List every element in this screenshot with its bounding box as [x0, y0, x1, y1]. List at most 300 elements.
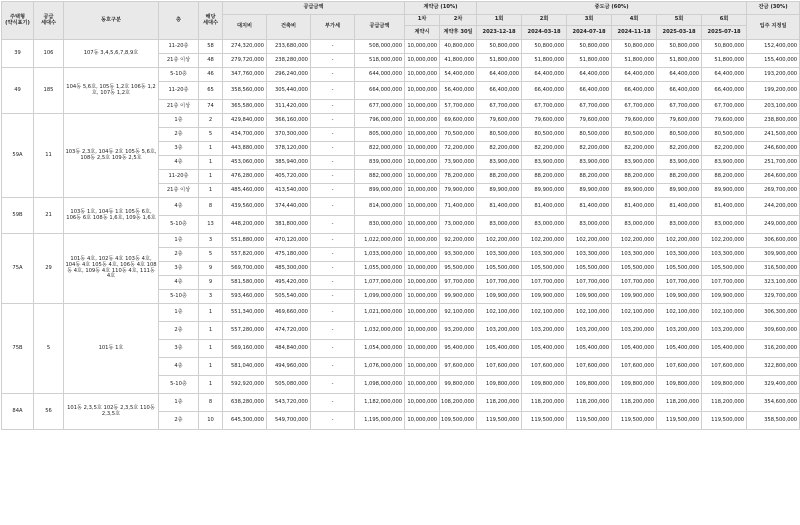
middle-payment-1-cell: 67,700,000 — [477, 100, 522, 114]
balance-cell: 306,600,000 — [747, 234, 800, 248]
land-price-cell: 569,160,000 — [223, 340, 267, 358]
floor-households-cell: 46 — [199, 68, 223, 82]
contract-2-cell: 54,400,000 — [440, 68, 477, 82]
middle-payment-3-cell: 118,200,000 — [567, 394, 612, 412]
floor-households-cell: 9 — [199, 262, 223, 276]
middle-payment-3-cell: 50,800,000 — [567, 40, 612, 54]
middle-payment-4-cell: 102,100,000 — [612, 304, 657, 322]
housing-type-cell: 84A — [2, 394, 34, 430]
middle-payment-6-cell: 79,600,000 — [702, 114, 747, 128]
middle-payment-3-cell: 102,100,000 — [567, 304, 612, 322]
middle-payment-1-cell: 107,600,000 — [477, 358, 522, 376]
middle-payment-3-cell: 109,900,000 — [567, 290, 612, 304]
floor-cell: 11-20층 — [159, 40, 199, 54]
middle-payment-6-cell: 102,100,000 — [702, 304, 747, 322]
middle-payment-6-cell: 118,200,000 — [702, 394, 747, 412]
header-balance: 잔금 (30%) — [747, 2, 800, 15]
middle-payment-5-cell: 82,200,000 — [657, 142, 702, 156]
middle-payment-3-cell: 109,800,000 — [567, 376, 612, 394]
balance-cell: 329,700,000 — [747, 290, 800, 304]
contract-2-cell: 57,700,000 — [440, 100, 477, 114]
supply-households-cell: 56 — [34, 394, 64, 430]
supply-total-cell: 1,022,000,000 — [355, 234, 405, 248]
middle-payment-5-cell: 105,500,000 — [657, 262, 702, 276]
middle-payment-1-cell: 88,200,000 — [477, 170, 522, 184]
contract-1-cell: 10,000,000 — [405, 142, 440, 156]
middle-payment-5-cell: 119,500,000 — [657, 412, 702, 430]
supply-total-cell: 814,000,000 — [355, 198, 405, 216]
housing-type-cell: 75B — [2, 304, 34, 394]
contract-2-cell: 92,100,000 — [440, 304, 477, 322]
supply-total-cell: 830,000,000 — [355, 216, 405, 234]
land-price-cell: 448,200,000 — [223, 216, 267, 234]
contract-2-cell: 95,400,000 — [440, 340, 477, 358]
supply-total-cell: 664,000,000 — [355, 82, 405, 100]
building-price-cell: 381,800,000 — [267, 216, 311, 234]
building-unit-cell: 107동 3,4,5,6,7,8,9호 — [64, 40, 159, 68]
table-body — [2, 40, 800, 430]
floor-cell: 4층 — [159, 358, 199, 376]
balance-cell: 251,700,000 — [747, 156, 800, 170]
building-price-cell: 494,960,000 — [267, 358, 311, 376]
vat-cell: - — [311, 114, 355, 128]
floor-cell: 5-10층 — [159, 68, 199, 82]
middle-payment-4-cell: 89,900,000 — [612, 184, 657, 198]
middle-payment-6-cell: 81,400,000 — [702, 198, 747, 216]
supply-total-cell: 1,032,000,000 — [355, 322, 405, 340]
vat-cell: - — [311, 40, 355, 54]
floor-households-cell: 5 — [199, 128, 223, 142]
middle-payment-2-cell: 119,500,000 — [522, 412, 567, 430]
middle-payment-1-cell: 105,400,000 — [477, 340, 522, 358]
supply-households-cell: 106 — [34, 40, 64, 68]
middle-payment-2-cell: 103,200,000 — [522, 322, 567, 340]
contract-2-cell: 78,200,000 — [440, 170, 477, 184]
middle-payment-1-cell: 105,500,000 — [477, 262, 522, 276]
floor-households-cell: 9 — [199, 276, 223, 290]
header-supply-price: 공급금액 — [223, 2, 405, 15]
middle-payment-6-cell: 103,300,000 — [702, 248, 747, 262]
floor-cell: 3층 — [159, 142, 199, 156]
building-price-cell: 378,120,000 — [267, 142, 311, 156]
header-middle-4-date: 2024-11-18 — [612, 26, 657, 40]
supply-households-cell: 29 — [34, 234, 64, 304]
middle-payment-2-cell: 51,800,000 — [522, 54, 567, 68]
middle-payment-1-cell: 79,600,000 — [477, 114, 522, 128]
middle-payment-2-cell: 118,200,000 — [522, 394, 567, 412]
middle-payment-3-cell: 103,200,000 — [567, 322, 612, 340]
building-price-cell: 385,940,000 — [267, 156, 311, 170]
building-price-cell: 405,720,000 — [267, 170, 311, 184]
middle-payment-4-cell: 83,900,000 — [612, 156, 657, 170]
floor-cell: 1층 — [159, 394, 199, 412]
supply-total-cell: 1,054,000,000 — [355, 340, 405, 358]
balance-cell: 316,200,000 — [747, 340, 800, 358]
floor-cell: 2층 — [159, 412, 199, 430]
middle-payment-6-cell: 102,200,000 — [702, 234, 747, 248]
contract-2-cell: 109,500,000 — [440, 412, 477, 430]
header-middle-5: 5회 — [657, 15, 702, 26]
building-price-cell: 549,700,000 — [267, 412, 311, 430]
contract-1-cell: 10,000,000 — [405, 412, 440, 430]
header-middle-2-date: 2024-03-18 — [522, 26, 567, 40]
middle-payment-4-cell: 103,200,000 — [612, 322, 657, 340]
middle-payment-1-cell: 107,700,000 — [477, 276, 522, 290]
middle-payment-3-cell: 64,400,000 — [567, 68, 612, 82]
middle-payment-3-cell: 119,500,000 — [567, 412, 612, 430]
housing-type-cell: 59B — [2, 198, 34, 234]
building-unit-cell: 101동 1호 — [64, 304, 159, 394]
header-contract-2-sub: 계약후 30일 — [440, 26, 477, 40]
contract-1-cell: 10,000,000 — [405, 358, 440, 376]
middle-payment-4-cell: 107,700,000 — [612, 276, 657, 290]
middle-payment-3-cell: 83,000,000 — [567, 216, 612, 234]
vat-cell: - — [311, 142, 355, 156]
floor-cell: 11-20층 — [159, 170, 199, 184]
middle-payment-5-cell: 102,200,000 — [657, 234, 702, 248]
housing-type-cell: 39 — [2, 40, 34, 68]
middle-payment-6-cell: 119,500,000 — [702, 412, 747, 430]
floor-cell: 2층 — [159, 322, 199, 340]
middle-payment-5-cell: 107,600,000 — [657, 358, 702, 376]
supply-total-cell: 1,055,000,000 — [355, 262, 405, 276]
floor-cell: 1층 — [159, 304, 199, 322]
supply-total-cell: 1,099,000,000 — [355, 290, 405, 304]
table-row — [2, 198, 800, 216]
housing-type-cell: 75A — [2, 234, 34, 304]
building-price-cell: 485,300,000 — [267, 262, 311, 276]
contract-1-cell: 10,000,000 — [405, 170, 440, 184]
floor-cell: 5-10층 — [159, 290, 199, 304]
building-price-cell: 311,420,000 — [267, 100, 311, 114]
land-price-cell: 485,460,000 — [223, 184, 267, 198]
floor-households-cell: 8 — [199, 198, 223, 216]
header-building: 건축비 — [267, 15, 311, 40]
contract-2-cell: 108,200,000 — [440, 394, 477, 412]
floor-cell: 2층 — [159, 128, 199, 142]
balance-cell: 269,700,000 — [747, 184, 800, 198]
floor-households-cell: 58 — [199, 40, 223, 54]
vat-cell: - — [311, 170, 355, 184]
middle-payment-2-cell: 103,300,000 — [522, 248, 567, 262]
supply-households-cell: 5 — [34, 304, 64, 394]
middle-payment-1-cell: 109,800,000 — [477, 376, 522, 394]
contract-2-cell: 72,200,000 — [440, 142, 477, 156]
contract-2-cell: 73,000,000 — [440, 216, 477, 234]
middle-payment-3-cell: 80,500,000 — [567, 128, 612, 142]
balance-cell: 203,100,000 — [747, 100, 800, 114]
middle-payment-1-cell: 83,900,000 — [477, 156, 522, 170]
middle-payment-2-cell: 67,700,000 — [522, 100, 567, 114]
contract-1-cell: 10,000,000 — [405, 276, 440, 290]
floor-households-cell: 2 — [199, 114, 223, 128]
middle-payment-5-cell: 118,200,000 — [657, 394, 702, 412]
contract-2-cell: 97,600,000 — [440, 358, 477, 376]
building-price-cell: 233,680,000 — [267, 40, 311, 54]
housing-type-cell: 49 — [2, 68, 34, 114]
contract-1-cell: 10,000,000 — [405, 82, 440, 100]
contract-2-cell: 71,400,000 — [440, 198, 477, 216]
middle-payment-5-cell: 51,800,000 — [657, 54, 702, 68]
supply-households-cell: 185 — [34, 68, 64, 114]
building-price-cell: 474,720,000 — [267, 322, 311, 340]
floor-households-cell: 3 — [199, 290, 223, 304]
middle-payment-3-cell: 102,200,000 — [567, 234, 612, 248]
header-middle-6: 6회 — [702, 15, 747, 26]
middle-payment-4-cell: 105,500,000 — [612, 262, 657, 276]
vat-cell: - — [311, 304, 355, 322]
contract-1-cell: 10,000,000 — [405, 376, 440, 394]
supply-total-cell: 1,021,000,000 — [355, 304, 405, 322]
middle-payment-6-cell: 66,400,000 — [702, 82, 747, 100]
middle-payment-2-cell: 88,200,000 — [522, 170, 567, 184]
balance-cell: 246,600,000 — [747, 142, 800, 156]
header-floor: 층 — [159, 2, 199, 40]
middle-payment-6-cell: 89,900,000 — [702, 184, 747, 198]
middle-payment-2-cell: 80,500,000 — [522, 128, 567, 142]
supply-total-cell: 1,076,000,000 — [355, 358, 405, 376]
floor-households-cell: 3 — [199, 234, 223, 248]
middle-payment-4-cell: 51,800,000 — [612, 54, 657, 68]
contract-2-cell: 99,900,000 — [440, 290, 477, 304]
middle-payment-1-cell: 102,100,000 — [477, 304, 522, 322]
balance-cell: 354,600,000 — [747, 394, 800, 412]
middle-payment-5-cell: 89,900,000 — [657, 184, 702, 198]
land-price-cell: 557,820,000 — [223, 248, 267, 262]
header-supply-households: 공급 세대수 — [34, 2, 64, 40]
middle-payment-2-cell: 105,400,000 — [522, 340, 567, 358]
middle-payment-1-cell: 103,300,000 — [477, 248, 522, 262]
contract-2-cell: 99,800,000 — [440, 376, 477, 394]
middle-payment-3-cell: 66,400,000 — [567, 82, 612, 100]
housing-type-cell: 59A — [2, 114, 34, 198]
vat-cell: - — [311, 128, 355, 142]
supply-total-cell: 882,000,000 — [355, 170, 405, 184]
floor-households-cell: 1 — [199, 376, 223, 394]
contract-1-cell: 10,000,000 — [405, 128, 440, 142]
balance-cell: 358,500,000 — [747, 412, 800, 430]
middle-payment-4-cell: 64,400,000 — [612, 68, 657, 82]
middle-payment-6-cell: 83,000,000 — [702, 216, 747, 234]
middle-payment-6-cell: 105,400,000 — [702, 340, 747, 358]
supply-total-cell: 1,182,000,000 — [355, 394, 405, 412]
header-middle: 중도금 (60%) — [477, 2, 747, 15]
vat-cell: - — [311, 184, 355, 198]
floor-cell: 1층 — [159, 114, 199, 128]
land-price-cell: 429,840,000 — [223, 114, 267, 128]
land-price-cell: 581,580,000 — [223, 276, 267, 290]
supply-total-cell: 677,000,000 — [355, 100, 405, 114]
supply-total-cell: 644,000,000 — [355, 68, 405, 82]
floor-cell: 4층 — [159, 198, 199, 216]
floor-households-cell: 13 — [199, 216, 223, 234]
vat-cell: - — [311, 82, 355, 100]
vat-cell: - — [311, 290, 355, 304]
floor-households-cell: 1 — [199, 322, 223, 340]
floor-households-cell: 1 — [199, 184, 223, 198]
middle-payment-6-cell: 107,600,000 — [702, 358, 747, 376]
middle-payment-4-cell: 118,200,000 — [612, 394, 657, 412]
contract-2-cell: 70,500,000 — [440, 128, 477, 142]
middle-payment-6-cell: 82,200,000 — [702, 142, 747, 156]
building-price-cell: 484,840,000 — [267, 340, 311, 358]
balance-cell: 309,600,000 — [747, 322, 800, 340]
middle-payment-3-cell: 107,700,000 — [567, 276, 612, 290]
floor-households-cell: 8 — [199, 394, 223, 412]
balance-cell: 249,000,000 — [747, 216, 800, 234]
vat-cell: - — [311, 358, 355, 376]
price-table-wrapper — [1, 1, 799, 430]
middle-payment-5-cell: 83,000,000 — [657, 216, 702, 234]
contract-1-cell: 10,000,000 — [405, 340, 440, 358]
land-price-cell: 551,880,000 — [223, 234, 267, 248]
contract-1-cell: 10,000,000 — [405, 156, 440, 170]
floor-households-cell: 1 — [199, 340, 223, 358]
header-land: 대지비 — [223, 15, 267, 40]
middle-payment-2-cell: 82,200,000 — [522, 142, 567, 156]
contract-2-cell: 93,300,000 — [440, 248, 477, 262]
vat-cell: - — [311, 100, 355, 114]
contract-1-cell: 10,000,000 — [405, 304, 440, 322]
contract-1-cell: 10,000,000 — [405, 248, 440, 262]
middle-payment-4-cell: 119,500,000 — [612, 412, 657, 430]
building-price-cell: 505,080,000 — [267, 376, 311, 394]
contract-1-cell: 10,000,000 — [405, 322, 440, 340]
middle-payment-5-cell: 109,900,000 — [657, 290, 702, 304]
contract-2-cell: 56,400,000 — [440, 82, 477, 100]
contract-2-cell: 93,200,000 — [440, 322, 477, 340]
middle-payment-3-cell: 82,200,000 — [567, 142, 612, 156]
building-unit-cell: 101동 4호, 102동 4호 103동 4호, 104동 4호 105동 4호, 106동 4호 108동 4호, 109동 4호 110동 4호, 111동 4호 — [64, 234, 159, 304]
supply-total-cell: 508,000,000 — [355, 40, 405, 54]
vat-cell: - — [311, 234, 355, 248]
middle-payment-2-cell: 89,900,000 — [522, 184, 567, 198]
balance-cell: 306,300,000 — [747, 304, 800, 322]
contract-1-cell: 10,000,000 — [405, 68, 440, 82]
floor-households-cell: 48 — [199, 54, 223, 68]
header-middle-1-date: 2023-12-18 — [477, 26, 522, 40]
supply-households-cell: 11 — [34, 114, 64, 198]
middle-payment-3-cell: 105,400,000 — [567, 340, 612, 358]
middle-payment-2-cell: 79,600,000 — [522, 114, 567, 128]
building-price-cell: 495,420,000 — [267, 276, 311, 290]
header-contract-2: 2차 — [440, 15, 477, 26]
balance-cell: 309,900,000 — [747, 248, 800, 262]
floor-households-cell: 65 — [199, 82, 223, 100]
table-row — [2, 68, 800, 82]
middle-payment-6-cell: 51,800,000 — [702, 54, 747, 68]
middle-payment-4-cell: 83,000,000 — [612, 216, 657, 234]
contract-2-cell: 40,800,000 — [440, 40, 477, 54]
middle-payment-1-cell: 50,800,000 — [477, 40, 522, 54]
middle-payment-2-cell: 50,800,000 — [522, 40, 567, 54]
land-price-cell: 453,060,000 — [223, 156, 267, 170]
building-price-cell: 296,240,000 — [267, 68, 311, 82]
building-price-cell: 543,720,000 — [267, 394, 311, 412]
middle-payment-1-cell: 82,200,000 — [477, 142, 522, 156]
header-housing-type: 주택형 (약식표기) — [2, 2, 34, 40]
middle-payment-2-cell: 81,400,000 — [522, 198, 567, 216]
land-price-cell: 365,580,000 — [223, 100, 267, 114]
floor-cell: 4층 — [159, 276, 199, 290]
middle-payment-5-cell: 79,600,000 — [657, 114, 702, 128]
balance-cell: 264,600,000 — [747, 170, 800, 184]
vat-cell: - — [311, 54, 355, 68]
building-price-cell: 413,540,000 — [267, 184, 311, 198]
middle-payment-5-cell: 50,800,000 — [657, 40, 702, 54]
supply-price-table — [1, 1, 800, 430]
vat-cell: - — [311, 156, 355, 170]
supply-total-cell: 796,000,000 — [355, 114, 405, 128]
header-middle-6-date: 2025-07-18 — [702, 26, 747, 40]
floor-households-cell: 1 — [199, 142, 223, 156]
vat-cell: - — [311, 68, 355, 82]
land-price-cell: 551,340,000 — [223, 304, 267, 322]
floor-cell: 3층 — [159, 340, 199, 358]
middle-payment-1-cell: 103,200,000 — [477, 322, 522, 340]
middle-payment-3-cell: 81,400,000 — [567, 198, 612, 216]
middle-payment-3-cell: 67,700,000 — [567, 100, 612, 114]
middle-payment-2-cell: 64,400,000 — [522, 68, 567, 82]
header-middle-3-date: 2024-07-18 — [567, 26, 612, 40]
vat-cell: - — [311, 322, 355, 340]
middle-payment-3-cell: 107,600,000 — [567, 358, 612, 376]
middle-payment-6-cell: 64,400,000 — [702, 68, 747, 82]
building-price-cell: 470,120,000 — [267, 234, 311, 248]
supply-total-cell: 839,000,000 — [355, 156, 405, 170]
table-row — [2, 304, 800, 322]
floor-households-cell: 1 — [199, 358, 223, 376]
building-unit-cell: 104동 5,6호, 105동 1,2호 106동 1,2호, 107동 1,2호 — [64, 68, 159, 114]
vat-cell: - — [311, 248, 355, 262]
header-supply-total: 공급금액 — [355, 15, 405, 40]
floor-cell: 21층 이상 — [159, 184, 199, 198]
table-row — [2, 40, 800, 54]
header-contract-1-sub: 계약시 — [405, 26, 440, 40]
land-price-cell: 439,560,000 — [223, 198, 267, 216]
supply-total-cell: 1,098,000,000 — [355, 376, 405, 394]
middle-payment-3-cell: 88,200,000 — [567, 170, 612, 184]
middle-payment-6-cell: 109,900,000 — [702, 290, 747, 304]
middle-payment-6-cell: 109,800,000 — [702, 376, 747, 394]
floor-cell: 2층 — [159, 248, 199, 262]
middle-payment-2-cell: 102,100,000 — [522, 304, 567, 322]
contract-1-cell: 10,000,000 — [405, 262, 440, 276]
supply-total-cell: 822,000,000 — [355, 142, 405, 156]
building-price-cell: 505,540,000 — [267, 290, 311, 304]
supply-households-cell: 21 — [34, 198, 64, 234]
floor-cell: 1층 — [159, 234, 199, 248]
middle-payment-6-cell: 50,800,000 — [702, 40, 747, 54]
middle-payment-6-cell: 103,200,000 — [702, 322, 747, 340]
land-price-cell: 347,760,000 — [223, 68, 267, 82]
contract-2-cell: 95,500,000 — [440, 262, 477, 276]
supply-total-cell: 1,077,000,000 — [355, 276, 405, 290]
middle-payment-1-cell: 80,500,000 — [477, 128, 522, 142]
vat-cell: - — [311, 376, 355, 394]
middle-payment-5-cell: 81,400,000 — [657, 198, 702, 216]
middle-payment-4-cell: 80,500,000 — [612, 128, 657, 142]
supply-total-cell: 899,000,000 — [355, 184, 405, 198]
balance-cell: 323,100,000 — [747, 276, 800, 290]
contract-2-cell: 92,200,000 — [440, 234, 477, 248]
building-price-cell: 305,440,000 — [267, 82, 311, 100]
middle-payment-5-cell: 102,100,000 — [657, 304, 702, 322]
contract-1-cell: 10,000,000 — [405, 290, 440, 304]
floor-cell: 21층 이상 — [159, 54, 199, 68]
middle-payment-4-cell: 82,200,000 — [612, 142, 657, 156]
middle-payment-1-cell: 66,400,000 — [477, 82, 522, 100]
